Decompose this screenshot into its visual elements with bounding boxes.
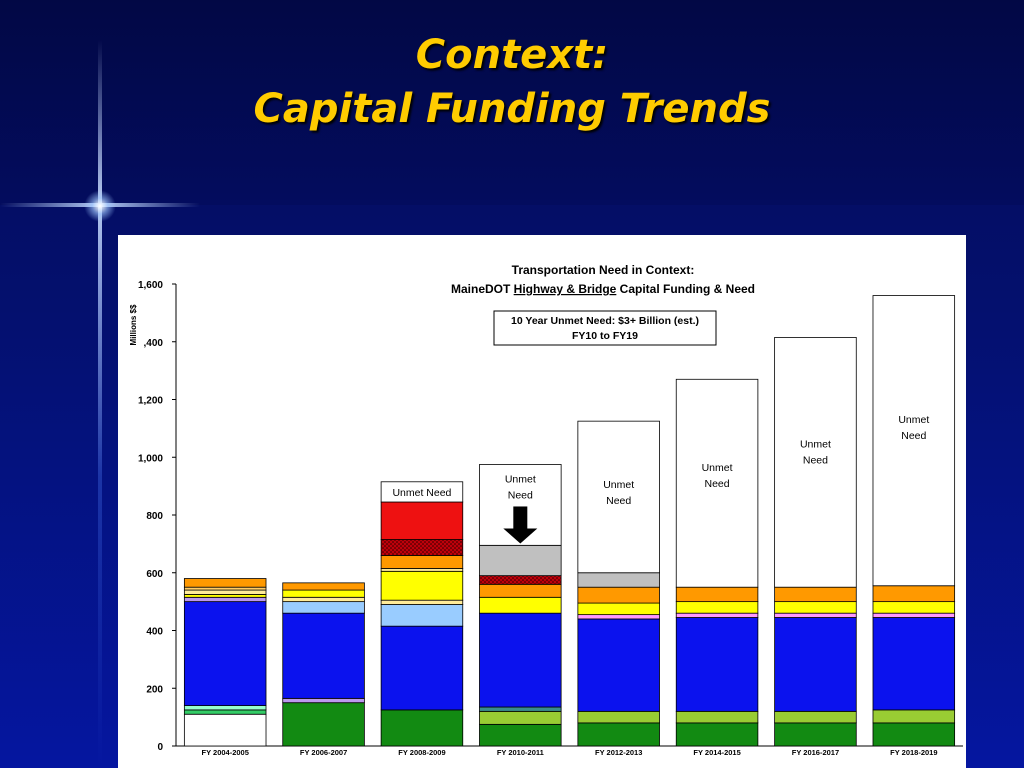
funding-segment xyxy=(283,613,365,698)
x-tick-label: FY 2014-2015 xyxy=(693,748,741,757)
funding-segment xyxy=(873,602,955,614)
chart-title-underlined: Highway & Bridge xyxy=(513,282,617,296)
funding-segment xyxy=(184,602,266,706)
stacked-bar xyxy=(676,379,758,746)
y-tick-label: 600 xyxy=(146,568,163,580)
funding-segment xyxy=(578,619,660,711)
lens-flare-vertical xyxy=(98,40,102,768)
chart-svg xyxy=(118,235,966,768)
unmet-need-label: Unmet xyxy=(701,461,733,474)
y-tick-label: 800 xyxy=(146,511,163,522)
x-tick-label: FY 2008-2009 xyxy=(398,748,446,757)
funding-segment xyxy=(775,723,857,746)
y-tick-label: ,400 xyxy=(143,337,163,349)
funding-segment xyxy=(381,710,463,746)
funding-segment xyxy=(873,586,955,602)
callout-line1: 10 Year Unmet Need: $3+ Billion (est.) xyxy=(510,315,700,327)
unmet-need-label: Need xyxy=(901,430,927,443)
funding-segment xyxy=(775,602,857,614)
unmet-need-label: Need xyxy=(507,489,533,502)
chart-bars xyxy=(184,296,954,746)
funding-segment xyxy=(283,602,365,614)
unmet-need-label: Need xyxy=(802,454,828,467)
stacked-bar xyxy=(283,583,365,746)
funding-segment xyxy=(184,597,266,601)
funding-segment xyxy=(283,703,365,746)
down-arrow-shaft xyxy=(513,506,527,530)
funding-segment xyxy=(184,594,266,597)
stacked-bar xyxy=(873,296,955,746)
x-tick-label: FY 2016-2017 xyxy=(791,748,840,757)
unmet-need-label: Unmet Need xyxy=(392,486,452,499)
funding-segment xyxy=(381,605,463,627)
stacked-bar xyxy=(578,421,660,746)
unmet-need-label: Unmet xyxy=(504,473,536,486)
y-tick-label: 400 xyxy=(146,626,163,638)
funding-segment xyxy=(676,613,758,617)
funding-segment xyxy=(184,706,266,710)
funding-segment xyxy=(775,587,857,601)
funding-segment xyxy=(676,618,758,712)
funding-segment xyxy=(283,698,365,702)
funding-segment xyxy=(381,600,463,604)
funding-segment xyxy=(578,587,660,603)
y-tick-label: 1,200 xyxy=(137,395,163,407)
unmet-need-label: Unmet xyxy=(898,414,930,427)
chart-title-line2 xyxy=(451,282,755,296)
y-tick-label: 1,600 xyxy=(137,280,163,291)
y-tick-label: 1,000 xyxy=(137,453,163,465)
funding-segment xyxy=(676,711,758,723)
funding-segment xyxy=(479,724,561,746)
funding-segment xyxy=(283,583,365,590)
chart-title-suffix: Capital Funding & Need xyxy=(616,282,756,296)
chart-title-line1: Transportation Need in Context: xyxy=(511,263,695,277)
unmet-need-label: Unmet xyxy=(603,478,635,491)
funding-segment xyxy=(676,587,758,601)
funding-segment xyxy=(676,602,758,614)
callout-line2: FY10 to FY19 xyxy=(572,330,638,342)
funding-segment xyxy=(184,587,266,590)
funding-segment xyxy=(479,597,561,613)
slide-title-line2: Capital Funding Trends xyxy=(253,86,771,132)
funding-segment xyxy=(873,613,955,617)
funding-segment xyxy=(184,579,266,588)
stacked-bar xyxy=(184,579,266,746)
chart-panel xyxy=(118,235,966,768)
funding-segment xyxy=(381,568,463,571)
x-tick-label: FY 2006-2007 xyxy=(299,748,348,757)
funding-segment xyxy=(578,573,660,587)
x-tick-label: FY 2004-2005 xyxy=(201,748,249,757)
funding-segment xyxy=(184,714,266,746)
unmet-need-label: Need xyxy=(704,477,730,490)
funding-segment xyxy=(578,603,660,615)
funding-segment xyxy=(479,707,561,711)
x-tick-label: FY 2010-2011 xyxy=(496,748,544,757)
x-tick-labels xyxy=(201,748,937,757)
slide-title-line1: Context: xyxy=(415,32,609,78)
funding-segment xyxy=(676,723,758,746)
funding-segment xyxy=(578,615,660,619)
funding-segment xyxy=(479,545,561,575)
unmet-need-label: Need xyxy=(606,494,632,507)
funding-segment xyxy=(775,618,857,712)
unmet-need-label: Unmet xyxy=(799,438,831,451)
funding-segment xyxy=(873,723,955,746)
funding-segment xyxy=(578,711,660,723)
funding-segment xyxy=(479,576,561,585)
stacked-bar xyxy=(479,464,561,746)
funding-segment xyxy=(381,540,463,556)
funding-segment xyxy=(381,626,463,710)
funding-segment xyxy=(873,710,955,723)
x-tick-label: FY 2018-2019 xyxy=(890,748,938,757)
funding-segment xyxy=(184,710,266,714)
funding-segment xyxy=(479,584,561,597)
funding-segment xyxy=(775,613,857,617)
x-tick-label: FY 2012-2013 xyxy=(594,748,643,757)
funding-segment xyxy=(578,723,660,746)
funding-segment xyxy=(479,711,561,724)
y-tick-label: 0 xyxy=(157,742,163,753)
funding-segment xyxy=(873,618,955,710)
funding-segment xyxy=(775,711,857,723)
stacked-bar xyxy=(381,482,463,746)
funding-segment xyxy=(381,502,463,540)
y-axis-label: Millions $$ xyxy=(129,304,138,346)
stacked-bar xyxy=(775,337,857,746)
funding-segment xyxy=(381,555,463,568)
funding-segment xyxy=(479,613,561,707)
chart-title-prefix: MaineDOT xyxy=(450,282,514,296)
funding-segment xyxy=(283,597,365,601)
lens-flare-glow xyxy=(84,190,116,222)
funding-segment xyxy=(381,571,463,600)
funding-segment xyxy=(283,590,365,597)
funding-segment xyxy=(184,590,266,594)
y-tick-label: 200 xyxy=(146,684,163,696)
